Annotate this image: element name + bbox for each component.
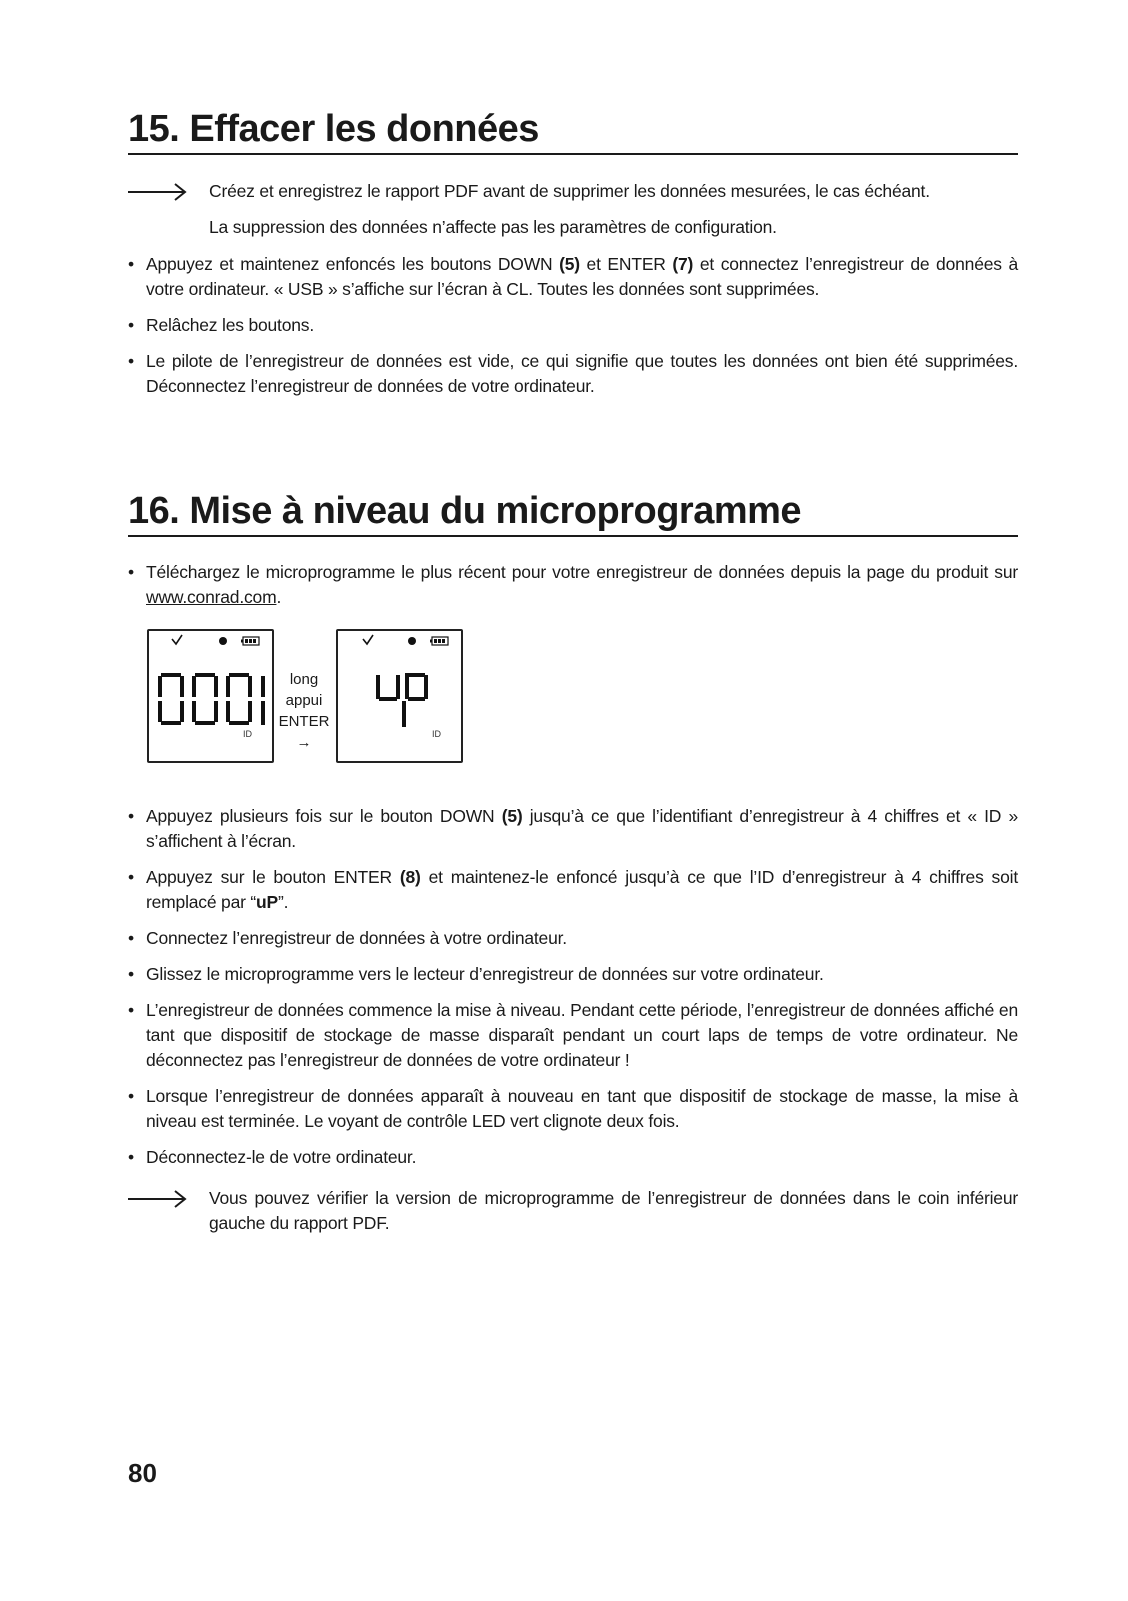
page-number: 80 bbox=[128, 1458, 157, 1488]
bullet-icon: • bbox=[128, 1147, 134, 1167]
note-line: La suppression des données n’affecte pas les paramètres de configuration. bbox=[209, 217, 777, 237]
note-section-15 bbox=[128, 179, 1018, 251]
bullet-icon: • bbox=[128, 806, 134, 826]
note-section-16 bbox=[128, 1186, 1018, 1247]
id-label: ID bbox=[243, 729, 252, 739]
lcd-display-id bbox=[147, 629, 274, 763]
list-item: • Relâchez les boutons. bbox=[128, 313, 1018, 338]
list-item: • Déconnectez-le de votre ordinateur. bbox=[128, 1145, 1018, 1170]
bullet-icon: • bbox=[128, 867, 134, 887]
list-item: • L’enregistreur de données commence la mise à niveau. Pendant cette période, l’enregistreur de données affiché en tant que dispositif de stockage de masse disparaît pendant un court laps de temps de votre ordinateur. Ne déconnectez pas l’enregistreur de données de votre ordinateur ! bbox=[128, 1000, 1018, 1070]
bullet-icon: • bbox=[128, 964, 134, 984]
list-item: • Lorsque l’enregistreur de données apparaît à nouveau en tant que dispositif de stockage de masse, la mise à niveau est terminée. Le voyant de contrôle LED vert clignote deux fois. bbox=[128, 1086, 1018, 1131]
lcd-segments-up bbox=[338, 631, 461, 761]
list-item: • Le pilote de l’enregistreur de données est vide, ce qui signifie que toutes les données ont bien été supprimées. Déconnectez l’enregistreur de données de votre ordinateur. bbox=[128, 351, 1018, 396]
bullet-icon: • bbox=[128, 928, 134, 948]
segment-p bbox=[402, 673, 428, 727]
section-16-bullets bbox=[128, 804, 1018, 1181]
digit-zero bbox=[158, 673, 184, 725]
battery-icon bbox=[430, 637, 448, 645]
list-item: • Téléchargez le microprogramme le plus récent pour votre enregistreur de données depuis la page du produit sur www.conrad.com. bbox=[128, 562, 1018, 607]
note-arrow-icon bbox=[128, 182, 188, 202]
note-line: Vous pouvez vérifier la version de microprogramme de l’enregistreur de données dans le coin inférieur gauche du rapport PDF. bbox=[209, 1188, 1018, 1233]
record-dot-icon bbox=[219, 637, 227, 645]
check-icon bbox=[363, 635, 373, 644]
list-item: • Appuyez plusieurs fois sur le bouton DOWN (5) jusqu’à ce que l’identifiant d’enregistreur à 4 chiffres et « ID » s’affichent à l’écran. bbox=[128, 806, 1018, 851]
list-item: • Appuyez et maintenez enfoncés les boutons DOWN (5) et ENTER (7) et connectez l’enregistreur de données à votre ordinateur. « USB » s’affiche sur l’écran à CL. Toutes les données sont supprimées. bbox=[128, 254, 1018, 299]
bullet-icon: • bbox=[128, 1000, 134, 1020]
lcd-segments-0001 bbox=[149, 631, 272, 761]
section-16-title: 16. Mise à niveau du microprogramme bbox=[128, 489, 1018, 537]
digit-one bbox=[261, 676, 265, 725]
bullet-icon: • bbox=[128, 315, 134, 335]
lcd-figure bbox=[147, 629, 467, 764]
bullet-icon: • bbox=[128, 254, 134, 274]
bullet-icon: • bbox=[128, 562, 134, 582]
record-dot-icon bbox=[408, 637, 416, 645]
id-label: ID bbox=[432, 729, 441, 739]
digit-zero bbox=[192, 673, 218, 725]
check-icon bbox=[172, 635, 182, 644]
list-item: • Appuyez sur le bouton ENTER (8) et maintenez-le enfoncé jusqu’à ce que l’ID d’enregistreur à 4 chiffres soit remplacé par “uP”. bbox=[128, 867, 1018, 912]
up-glyph: uP bbox=[256, 892, 278, 912]
list-item: • Connectez l’enregistreur de données à votre ordinateur. bbox=[128, 926, 1018, 951]
digit-zero bbox=[226, 673, 252, 725]
conrad-link[interactable]: www.conrad.com bbox=[146, 587, 277, 607]
segment-u bbox=[376, 675, 400, 701]
list-item: • Glissez le microprogramme vers le lecteur d’enregistreur de données sur votre ordinateur. bbox=[128, 962, 1018, 987]
bullet-icon: • bbox=[128, 1086, 134, 1106]
long-press-caption: long appui ENTER → bbox=[272, 669, 336, 753]
lcd-display-up bbox=[336, 629, 463, 763]
note-arrow-icon bbox=[128, 1189, 188, 1209]
battery-icon bbox=[241, 637, 259, 645]
section-15-title: 15. Effacer les données bbox=[128, 107, 1018, 155]
section-16-download bbox=[128, 560, 1018, 621]
note-line: Créez et enregistrez le rapport PDF avant de supprimer les données mesurées, le cas échéant. bbox=[209, 181, 930, 201]
section-15-bullets bbox=[128, 252, 1018, 410]
arrow-right-icon: → bbox=[296, 734, 312, 751]
bullet-icon: • bbox=[128, 351, 134, 371]
